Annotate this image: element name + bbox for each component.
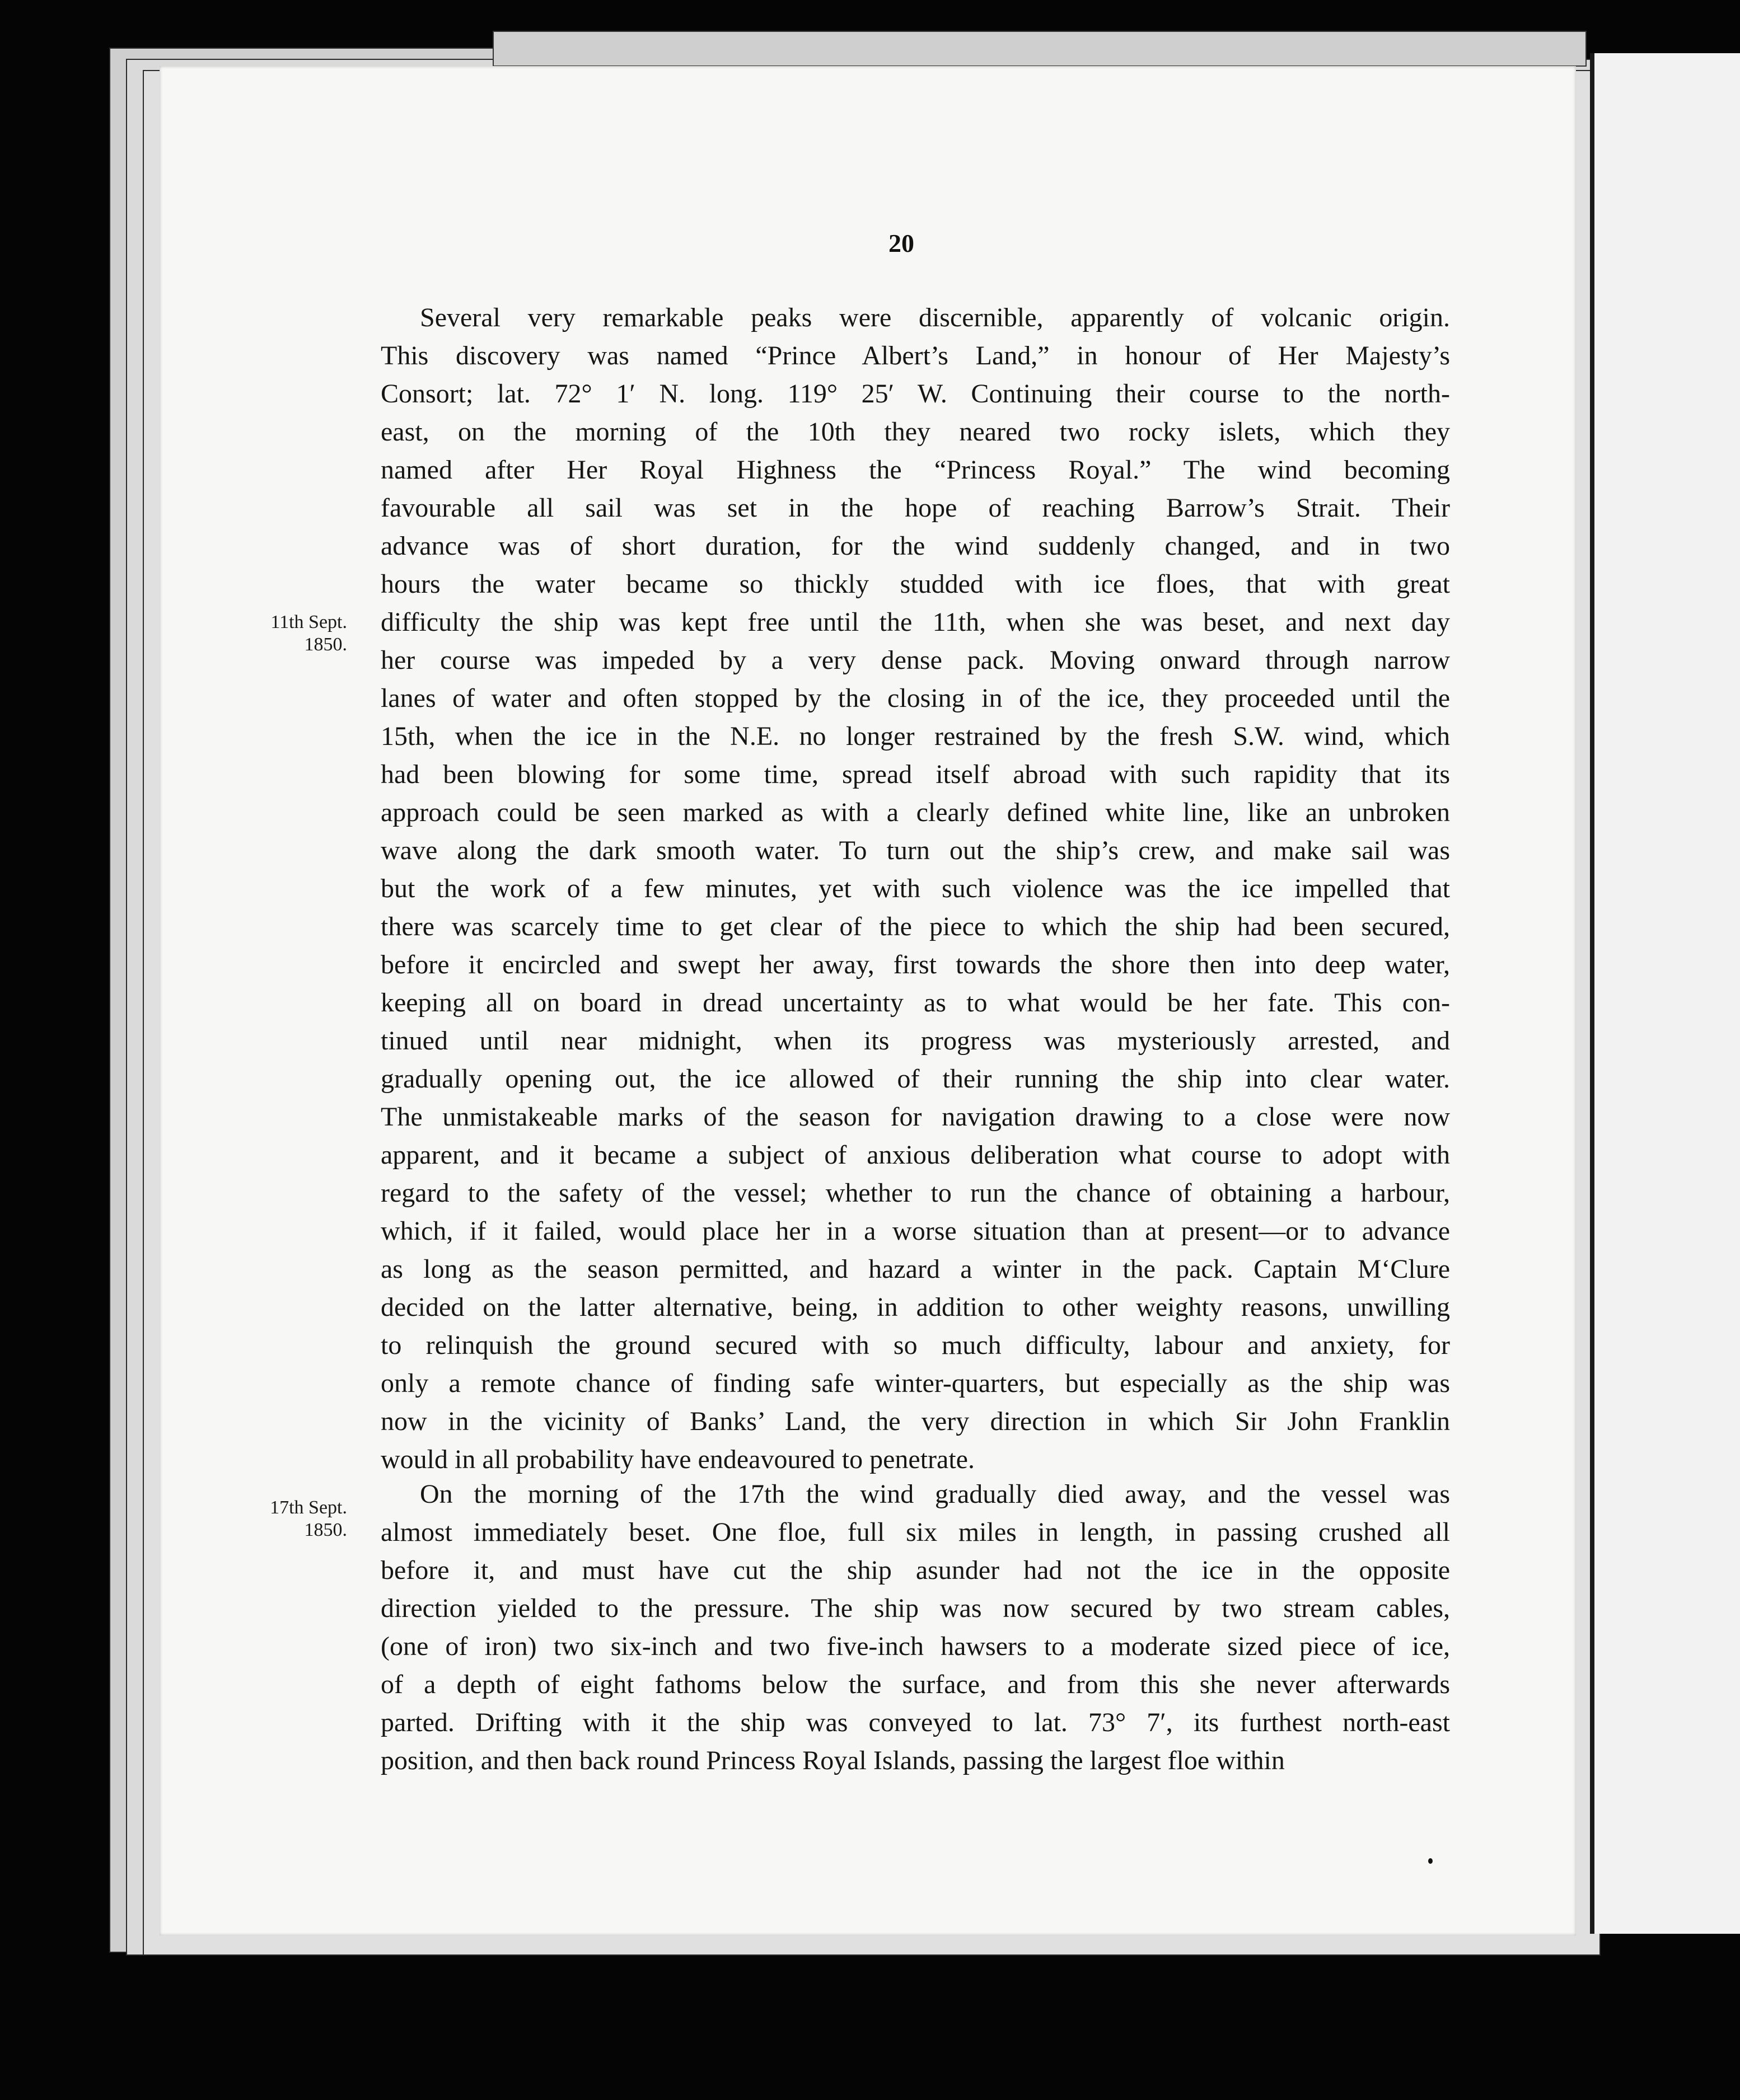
margin-note-line: 1850.: [304, 634, 347, 655]
text-line: had been blowing for some time, spread itself abroad with such rapidity that its: [381, 760, 1450, 789]
text-line: position, and then back round Princess Royal Islands, passing the largest floe within: [381, 1746, 1285, 1775]
text-line: The unmistakeable marks of the season for navigation drawing to a close were now: [381, 1102, 1450, 1132]
text-line: gradually opening out, the ice allowed of their running the ship into clear water.: [381, 1064, 1450, 1094]
text-line: keeping all on board in dread uncertainty as to what would be her fate. This con-: [381, 988, 1450, 1018]
margin-note-line: 17th Sept.: [270, 1497, 347, 1518]
text-line: almost immediately beset. One floe, full six miles in length, in passing crushed all: [381, 1517, 1450, 1547]
text-line: (one of iron) two six-inch and two five-inch hawsers to a moderate sized piece of ice,: [381, 1632, 1450, 1661]
text-line: named after Her Royal Highness the “Princess Royal.” The wind becoming: [381, 455, 1450, 485]
margin-note-line: 11th Sept.: [270, 612, 347, 632]
text-line: there was scarcely time to get clear of the piece to which the ship had been secured,: [381, 912, 1450, 941]
text-line: lanes of water and often stopped by the closing in of the ice, they proceeded until the: [381, 683, 1450, 713]
text-line: but the work of a few minutes, yet with such violence was the ice impelled that: [381, 874, 1450, 903]
text-line: advance was of short duration, for the wind suddenly changed, and in two: [381, 531, 1450, 561]
text-line: wave along the dark smooth water. To turn out the ship’s crew, and make sail was: [381, 836, 1450, 865]
text-line: to relinquish the ground secured with so much difficulty, labour and anxiety, for: [381, 1330, 1450, 1360]
text-line: hours the water became so thickly studded with ice floes, that with great: [381, 569, 1450, 599]
text-line: favourable all sail was set in the hope of reaching Barrow’s Strait. Their: [381, 493, 1450, 523]
text-line: of a depth of eight fathoms below the surface, and from this she never afterwards: [381, 1670, 1450, 1699]
margin-note-date: [246, 1497, 347, 1541]
page-number: 20: [888, 229, 914, 257]
scan-speck: [1428, 1858, 1433, 1864]
facing-page-edge: [1590, 53, 1740, 1934]
text-line: before it, and must have cut the ship asunder had not the ice in the opposite: [381, 1555, 1450, 1585]
margin-note-date: [246, 611, 347, 656]
text-line: Several very remarkable peaks were discernible, apparently of volcanic origin.: [420, 303, 1450, 332]
text-line: On the morning of the 17th the wind gradually died away, and the vessel was: [420, 1479, 1450, 1509]
text-line: only a remote chance of finding safe winter-quarters, but especially as the ship was: [381, 1368, 1450, 1398]
text-line: 15th, when the ice in the N.E. no longer restrained by the fresh S.W. wind, which: [381, 721, 1450, 751]
margin-note-line: 1850.: [304, 1520, 347, 1540]
text-line: now in the vicinity of Banks’ Land, the very direction in which Sir John Franklin: [381, 1407, 1450, 1436]
text-line: as long as the season permitted, and hazard a winter in the pack. Captain M‘Clure: [381, 1254, 1450, 1284]
text-line: direction yielded to the pressure. The ship was now secured by two stream cables,: [381, 1593, 1450, 1623]
text-line: This discovery was named “Prince Albert’s Land,” in honour of Her Majesty’s: [381, 341, 1450, 371]
text-line: apparent, and it became a subject of anxious deliberation what course to adopt with: [381, 1140, 1450, 1170]
text-line: before it encircled and swept her away, first towards the shore then into deep water,: [381, 950, 1450, 979]
text-line: which, if it failed, would place her in a worse situation than at present—or to advance: [381, 1216, 1450, 1246]
text-line: tinued until near midnight, when its progress was mysteriously arrested, and: [381, 1026, 1450, 1056]
text-line: decided on the latter alternative, being, in addition to other weighty reasons, unwilling: [381, 1292, 1450, 1322]
text-line: regard to the safety of the vessel; whether to run the chance of obtaining a harbour,: [381, 1178, 1450, 1208]
text-line: east, on the morning of the 10th they neared two rocky islets, which they: [381, 417, 1450, 447]
text-line: her course was impeded by a very dense pack. Moving onward through narrow: [381, 645, 1450, 675]
text-line: parted. Drifting with it the ship was conveyed to lat. 73° 7′, its furthest north-east: [381, 1708, 1450, 1737]
text-line: Consort; lat. 72° 1′ N. long. 119° 25′ W. Continuing their course to the north-: [381, 379, 1450, 409]
text-line: difficulty the ship was kept free until the 11th, when she was beset, and next day: [381, 607, 1450, 637]
text-line: would in all probability have endeavoured to penetrate.: [381, 1445, 975, 1474]
text-line: approach could be seen marked as with a clearly defined white line, like an unbroken: [381, 798, 1450, 827]
page-edge-top: [493, 31, 1587, 67]
